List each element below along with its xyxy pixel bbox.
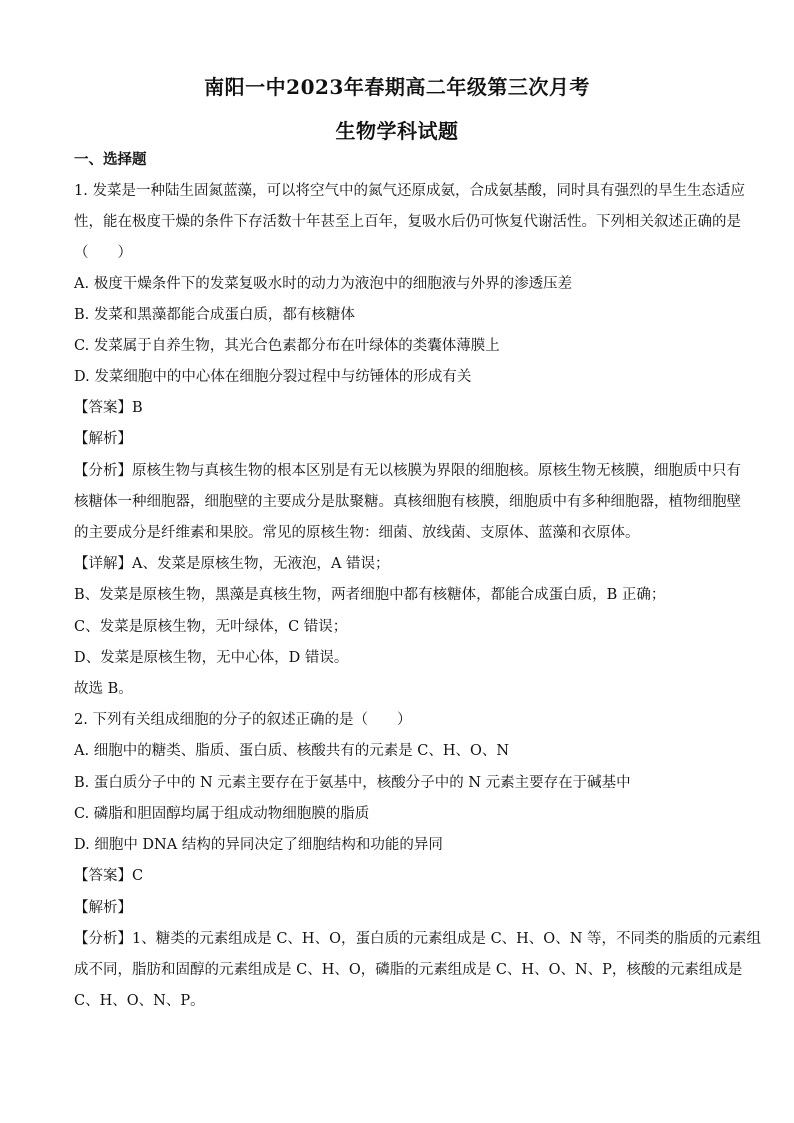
question-1-option-a: A. 极度干燥条件下的发菜复吸水时的动力为液泡中的细胞液与外界的渗透压差 <box>74 276 573 292</box>
question-2-option-d: D. 细胞中 DNA 结构的异同决定了细胞结构和功能的异同 <box>74 837 443 853</box>
question-1-blank: （ ） <box>74 245 132 261</box>
question-2-analysis-label: 【解析】 <box>74 900 132 916</box>
question-2-analysis-line-3: C、H、O、N、P。 <box>74 993 205 1009</box>
question-1-option-b: B. 发菜和黑藻都能合成蛋白质，都有核糖体 <box>74 307 355 323</box>
question-1-answer: 【答案】B <box>74 400 143 416</box>
question-1-option-d: D. 发菜细胞中的中心体在细胞分裂过程中与纺锤体的形成有关 <box>74 369 472 385</box>
question-1-detail-b: B、发菜是原核生物，黑藻是真核生物，两者细胞中都有核糖体，都能合成蛋白质，B 正确； <box>74 587 666 603</box>
question-1-detail-c: C、发菜是原核生物，无叶绿体，C 错误； <box>74 619 348 635</box>
question-2-analysis-line-1: 【分析】1、糖类的元素组成是 C、H、O，蛋白质的元素组成是 C、H、O、N 等，不同类的脂质的元素组 <box>74 931 761 947</box>
question-2-option-a: A. 细胞中的糖类、脂质、蛋白质、核酸共有的元素是 C、H、O、N <box>74 743 510 759</box>
question-1-detail-a: 【详解】A、发菜是原核生物，无液泡，A 错误； <box>74 556 390 572</box>
question-2-option-b: B. 蛋白质分子中的 N 元素主要存在于氨基中，核酸分子中的 N 元素主要存在于碱基中 <box>74 775 631 791</box>
question-1-line-1: 1. 发菜是一种陆生固氮蓝藻，可以将空气中的氮气还原成氨，合成氨基酸，同时具有强烈的旱生生态适应 <box>74 183 745 199</box>
question-1-conclusion: 故选 B。 <box>74 681 133 697</box>
question-2-analysis-line-2: 成不同，脂肪和固醇的元素组成是 C、H、O，磷脂的元素组成是 C、H、O、N、P，核酸的元素组成是 <box>74 962 743 978</box>
page-subtitle: 生物学科试题 <box>335 119 459 143</box>
question-1-analysis-line-3: 的主要成分是纤维素和果胶。常见的原核生物：细菌、放线菌、支原体、蓝藻和衣原体。 <box>74 525 640 541</box>
question-1-analysis-label: 【解析】 <box>74 431 132 447</box>
question-1-line-2: 性，能在极度干燥的条件下存活数十年甚至上百年，复吸水后仍可恢复代谢活性。下列相关叙述正确的是 <box>74 214 741 230</box>
question-2-answer: 【答案】C <box>74 868 144 884</box>
page-title: 南阳一中2023年春期高二年级第三次月考 <box>204 75 590 99</box>
question-1-analysis-line-2: 核糖体一种细胞器，细胞壁的主要成分是肽聚糖。真核细胞有核膜，细胞质中有多种细胞器，植物细胞壁 <box>74 494 741 510</box>
section-heading: 一、选择题 <box>74 151 147 168</box>
question-2-stem: 2. 下列有关组成细胞的分子的叙述正确的是（ ） <box>74 712 412 728</box>
question-1-analysis-line-1: 【分析】原核生物与真核生物的根本区别是有无以核膜为界限的细胞核。原核生物无核膜，细胞质中只有 <box>74 463 741 479</box>
question-1-detail-d: D、发菜是原核生物，无中心体，D 错误。 <box>74 650 349 666</box>
question-2-option-c: C. 磷脂和胆固醇均属于组成动物细胞膜的脂质 <box>74 806 370 822</box>
question-1-option-c: C. 发菜属于自养生物，其光合色素都分布在叶绿体的类囊体薄膜上 <box>74 338 500 354</box>
